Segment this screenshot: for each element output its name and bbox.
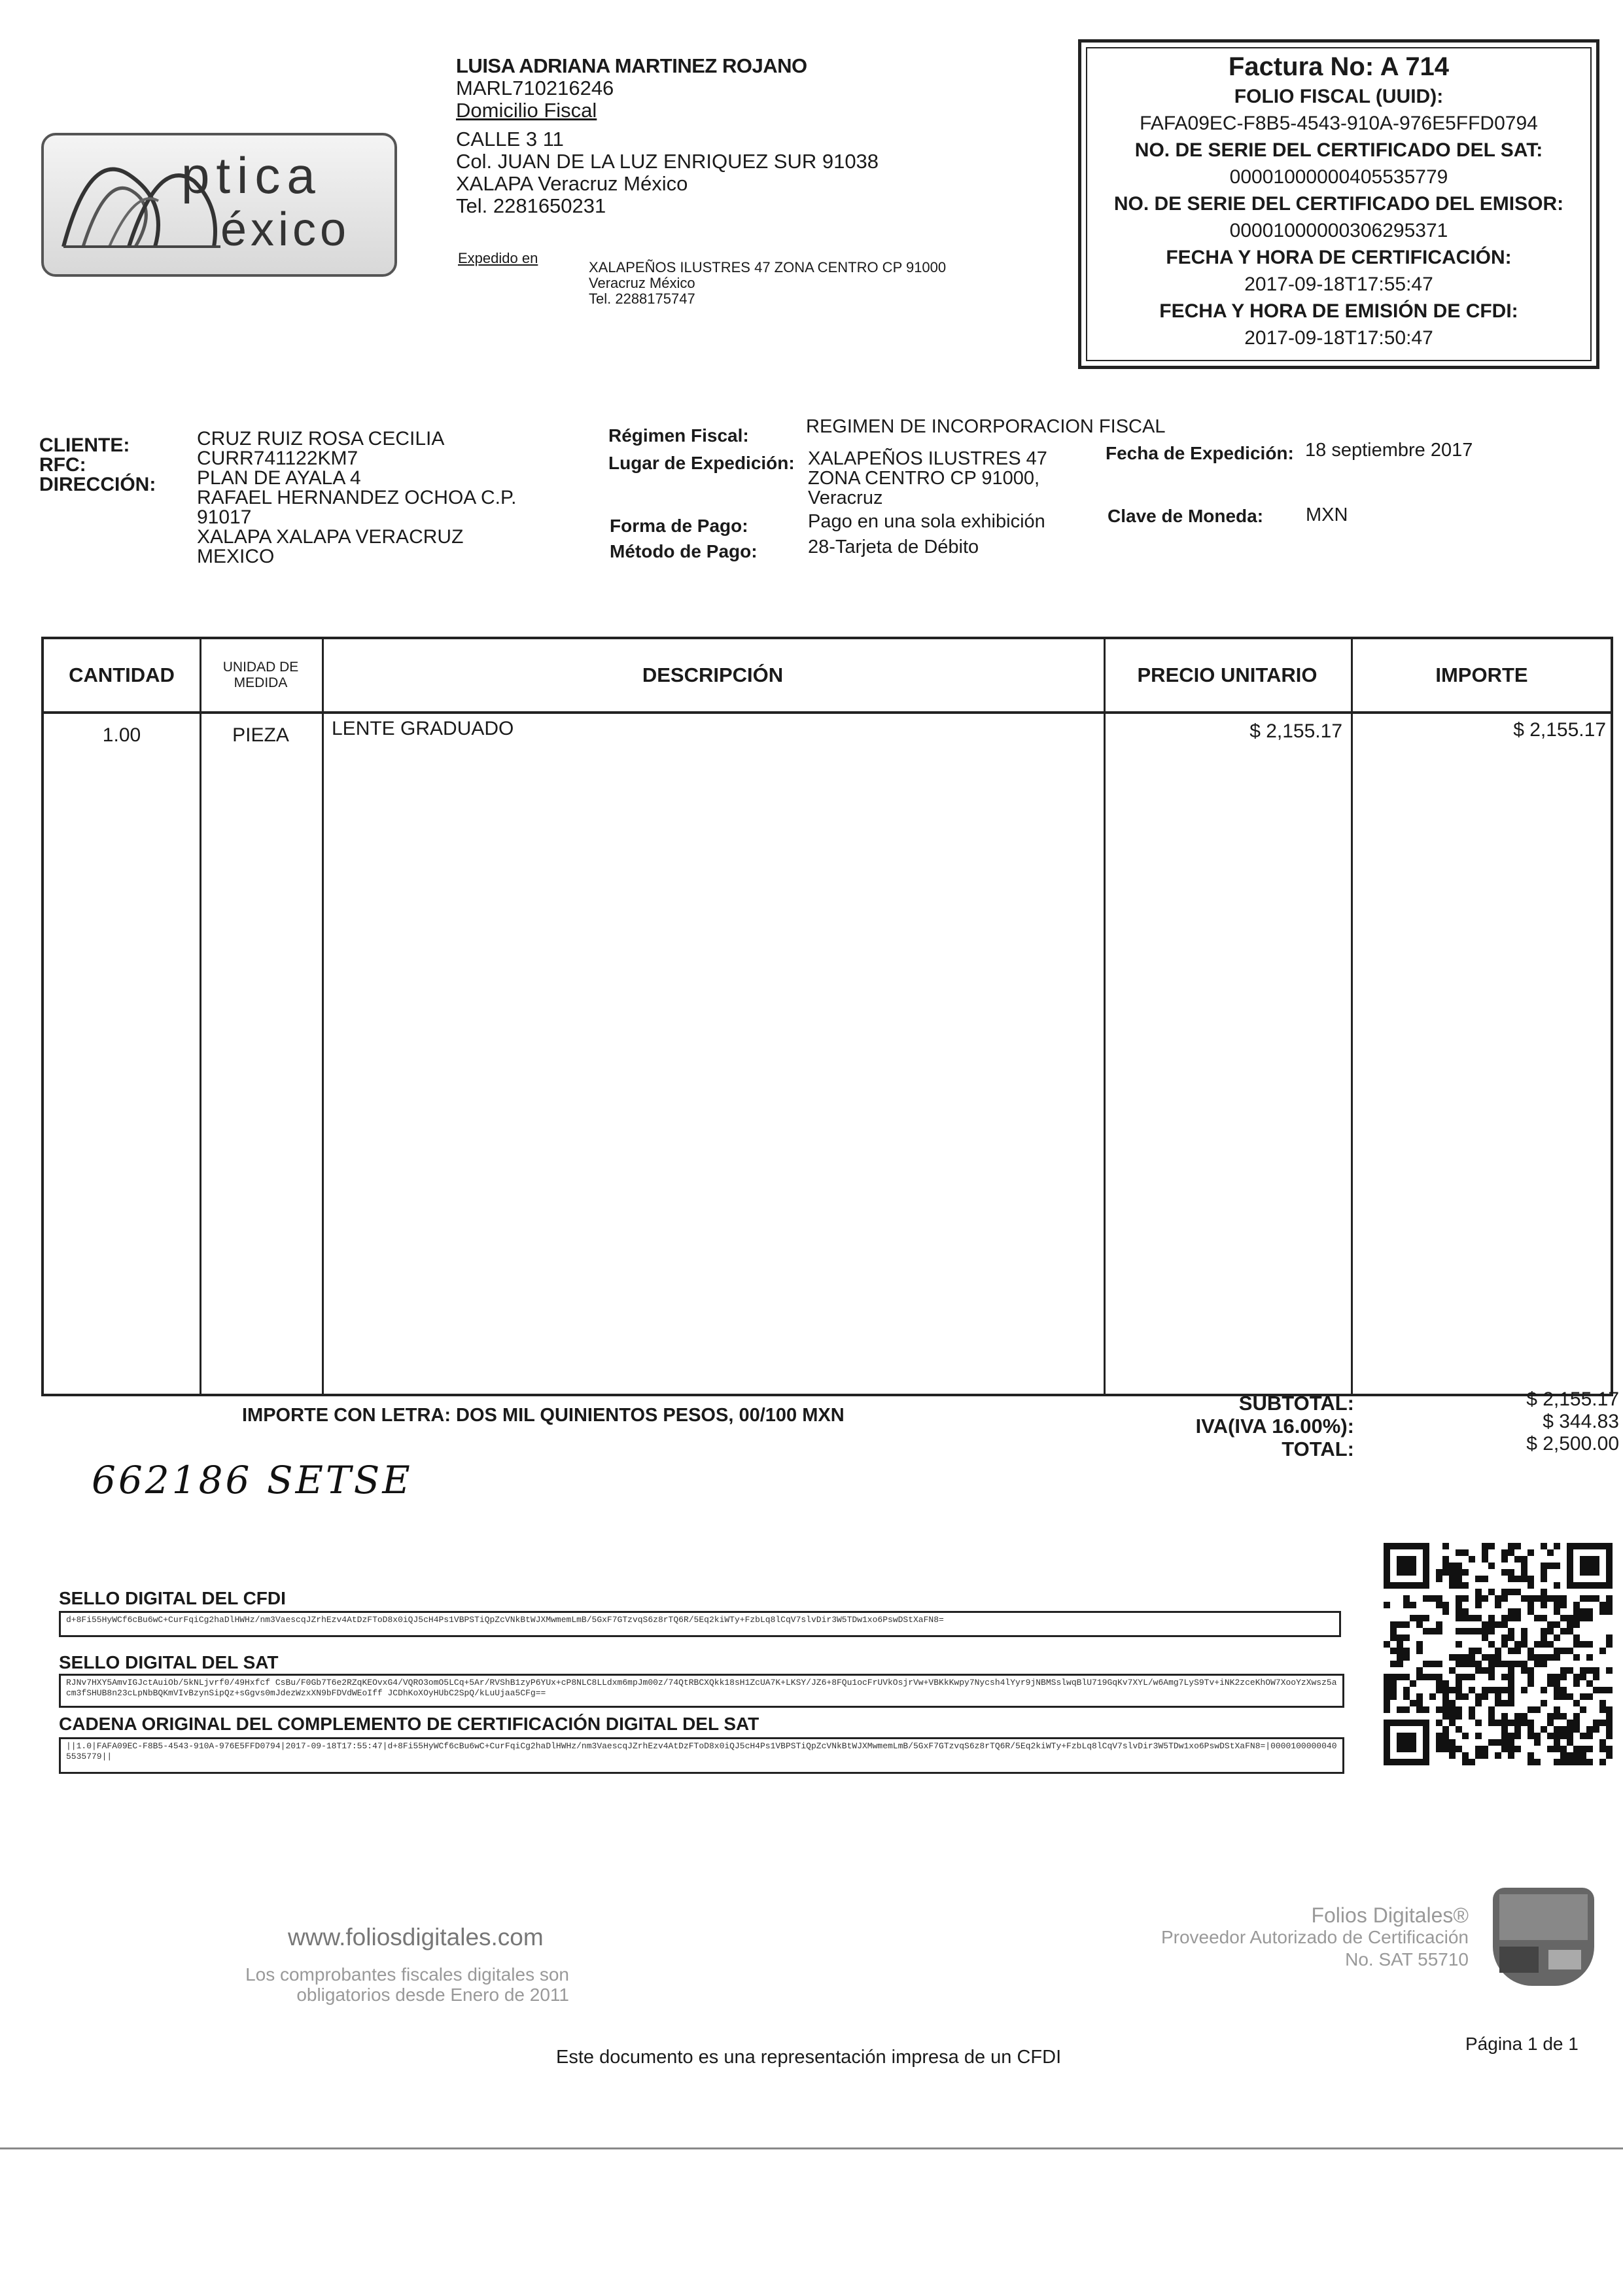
handwritten-note: 662186 SETSE — [92, 1458, 413, 1502]
row-importe: $ 2,155.17 — [1513, 719, 1606, 741]
issuer-city: XALAPA Veracruz México — [456, 172, 688, 195]
factura-electronica-seal-icon — [1493, 1888, 1594, 1986]
emisor-cert-value: 00001000000306295371 — [1229, 220, 1448, 241]
qr-code-icon — [1384, 1543, 1613, 1765]
logo-arches-icon — [44, 135, 394, 274]
th-unidad — [200, 639, 322, 711]
client-labels — [39, 436, 156, 495]
issuer-tel: Tel. 2281650231 — [456, 194, 606, 217]
folios-note — [196, 1964, 569, 2005]
uuid-label: FOLIO FISCAL (UUID): — [1234, 86, 1444, 107]
th-cantidad: CANTIDAD — [69, 663, 175, 686]
factura-info-box — [1078, 39, 1599, 369]
moneda-value: MXN — [1306, 504, 1348, 525]
folios-note-line1: Los comprobantes fiscales digitales son — [245, 1964, 569, 1985]
forma-value: Pago en una sola exhibición — [808, 511, 1045, 532]
folios-note-line2: obligatorios desde Enero de 2011 — [296, 1985, 569, 2005]
client-addr3: 91017 — [197, 506, 252, 528]
th-unidad-line1: UNIDAD DE — [222, 660, 299, 675]
client-rfc: CURR741122KM7 — [197, 448, 358, 469]
iva-value: $ 344.83 — [1543, 1411, 1619, 1432]
expedido-line1: XALAPEÑOS ILUSTRES 47 ZONA CENTRO CP 91000 — [589, 259, 947, 275]
row-precio: $ 2,155.17 — [1249, 720, 1342, 742]
moneda-label: Clave de Moneda: — [1108, 506, 1264, 526]
lugar-line1: XALAPEÑOS ILUSTRES 47 — [808, 448, 1047, 469]
folios-url: www.foliosdigitales.com — [288, 1924, 544, 1951]
svg-text:éxico: éxico — [220, 203, 351, 256]
iva-label: IVA(IVA 16.00%): — [1195, 1415, 1354, 1438]
uuid-value: FAFA09EC-F8B5-4543-910A-976E5FFD0794 — [1140, 113, 1538, 134]
fecha-value: 18 septiembre 2017 — [1305, 440, 1473, 461]
expedido-line3: Tel. 2288175747 — [589, 291, 695, 307]
emision-label: FECHA Y HORA DE EMISIÓN DE CFDI: — [1159, 300, 1518, 322]
emision-value: 2017-09-18T17:50:47 — [1244, 327, 1433, 349]
page-number: Página 1 de 1 — [1465, 2034, 1579, 2054]
client-addr4: XALAPA XALAPA VERACRUZ — [197, 526, 464, 548]
cert-date-value: 2017-09-18T17:55:47 — [1244, 274, 1433, 295]
sello-sat-box: RJNv7HXY5AmvIGJctAuiOb/5kNLjvrf0/49Hxfcf CsBu/F0Gb7T6e2RZqKEOvxG4/VQRO3omO5LCq+5Ar/RVShB1zyP6YUx+cP8NLC8LLdxm6mpJm00z/74QtRBCXQkk18sH1ZcUA7K+LKSY/JZ6+8FQu1ocFrUVkOsjrVw+VBKkKwpy7Nycsh4lYyr9jNBMSslwqBlU719GqKv7XYL/w6Amg7LyS9Tv+iNK2zceKhOW7XooYzXwsz5acm3fSHUB8n23cLpNbBQKmVIvBzynSipQz+sGgvs0mJdezWzxXN9bFDVdWEoIff JCDhKoXOyHUbC2SpQ/kLuUjaa5CFg== — [59, 1674, 1344, 1708]
rfc-label: RFC: — [39, 454, 86, 476]
emisor-cert-label: NO. DE SERIE DEL CERTIFICADO DEL EMISOR: — [1113, 193, 1564, 215]
client-addr5: MEXICO — [197, 546, 275, 567]
col-divider — [1351, 639, 1353, 1394]
lugar-line2: ZONA CENTRO CP 91000, — [808, 468, 1040, 489]
th-unidad-line2: MEDIDA — [234, 675, 288, 690]
folios-brand-block — [1138, 1904, 1469, 1971]
client-values — [197, 429, 516, 567]
sello-cfdi-label: SELLO DIGITAL DEL CFDI — [59, 1588, 286, 1608]
folios-brand: Folios Digitales® — [1311, 1903, 1469, 1927]
items-table — [41, 637, 1613, 1396]
optica-mexico-logo — [41, 133, 397, 277]
expedido-address — [589, 260, 946, 307]
col-divider — [322, 639, 324, 1394]
issuer-domicilio-label: Domicilio Fiscal — [456, 99, 597, 122]
row-descripcion: LENTE GRADUADO — [332, 718, 514, 739]
issuer-street: CALLE 3 11 — [456, 128, 564, 150]
importe-con-letra: IMPORTE CON LETRA: DOS MIL QUINIENTOS PESOS, 00/100 MXN — [242, 1405, 845, 1426]
sat-cert-label: NO. DE SERIE DEL CERTIFICADO DEL SAT: — [1134, 139, 1543, 161]
issuer-colonia: Col. JUAN DE LA LUZ ENRIQUEZ SUR 91038 — [456, 150, 879, 173]
lugar-label: Lugar de Expedición: — [608, 453, 795, 473]
regimen-value: REGIMEN DE INCORPORACION FISCAL — [806, 416, 1166, 437]
totals-values — [1472, 1388, 1619, 1455]
factura-number: Factura No: A 714 — [1228, 52, 1450, 81]
issuer-name: LUISA ADRIANA MARTINEZ ROJANO — [456, 54, 807, 77]
client-name: CRUZ RUIZ ROSA CECILIA — [197, 428, 445, 450]
cert-date-label: FECHA Y HORA DE CERTIFICACIÓN: — [1166, 247, 1512, 268]
row-cantidad: 1.00 — [102, 724, 141, 746]
provider-line2: No. SAT 55710 — [1345, 1949, 1469, 1969]
cfdi-representation-note: Este documento es una representación impresa de un CFDI — [556, 2047, 1062, 2068]
svg-text:ptica: ptica — [181, 147, 322, 204]
issuer-block — [456, 55, 879, 217]
expedido-label: Expedido en — [458, 250, 538, 266]
th-precio: PRECIO UNITARIO — [1137, 663, 1318, 686]
cadena-box: ||1.0|FAFA09EC-F8B5-4543-910A-976E5FFD0794|2017-09-18T17:55:47|d+8Fi55HyWCf6cBu6wC+CurFqiCg2haDlHWHz/nm3VaescqJZrhEzv4AtDzFToD8x0iQJ5cH4Ps1VBPSTiQpZcVNkBtWJXMwmemLmB/5GxF7GTzvqS6z8rTQ6R/5Eq2kiWTy+FzbLq8lCqV7slvDir3W5TDw1xo6PswDStXaFN8=|00001000000405535779|| — [59, 1737, 1344, 1774]
lugar-line3: Veracruz — [808, 487, 883, 508]
totals-labels — [1164, 1392, 1354, 1460]
col-divider — [1104, 639, 1106, 1394]
header-divider — [44, 711, 1611, 714]
page-bottom-divider — [0, 2147, 1623, 2149]
regimen-label: Régimen Fiscal: — [608, 425, 749, 446]
th-descripcion: DESCRIPCIÓN — [642, 663, 784, 686]
sello-cfdi-box: d+8Fi55HyWCf6cBu6wC+CurFqiCg2haDlHWHz/nm3VaescqJZrhEzv4AtDzFToD8x0iQJ5cH4Ps1VBPSTiQpZcVNkBtWJXMwmemLmB/5GxF7GTzvqS6z8rTQ6R/5Eq2kiWTy+FzbLq8lCqV7slvDir3W5TDw1xo6PswDStXaFN8= — [59, 1611, 1341, 1637]
total-label: TOTAL: — [1282, 1438, 1354, 1460]
issuer-rfc: MARL710216246 — [456, 77, 614, 99]
subtotal-label: SUBTOTAL: — [1238, 1392, 1354, 1415]
expedido-line2: Veracruz México — [589, 275, 695, 291]
client-addr2: RAFAEL HERNANDEZ OCHOA C.P. — [197, 487, 517, 508]
cliente-label: CLIENTE: — [39, 434, 130, 456]
direccion-label: DIRECCIÓN: — [39, 474, 156, 495]
fecha-label: Fecha de Expedición: — [1106, 443, 1294, 463]
provider-line1: Proveedor Autorizado de Certificación — [1161, 1927, 1469, 1947]
col-divider — [200, 639, 201, 1394]
metodo-label: Método de Pago: — [610, 541, 758, 561]
total-value: $ 2,500.00 — [1526, 1433, 1619, 1455]
client-addr1: PLAN DE AYALA 4 — [197, 467, 361, 489]
qr-code-graphic — [1384, 1543, 1613, 1765]
forma-label: Forma de Pago: — [610, 516, 748, 536]
row-unidad: PIEZA — [232, 724, 289, 746]
cadena-label: CADENA ORIGINAL DEL COMPLEMENTO DE CERTIFICACIÓN DIGITAL DEL SAT — [59, 1714, 759, 1734]
lugar-value — [808, 449, 1047, 508]
metodo-value: 28-Tarjeta de Débito — [808, 537, 979, 557]
subtotal-value: $ 2,155.17 — [1526, 1388, 1619, 1410]
sat-cert-value: 00001000000405535779 — [1229, 166, 1448, 188]
th-importe: IMPORTE — [1435, 663, 1528, 686]
sello-sat-label: SELLO DIGITAL DEL SAT — [59, 1652, 279, 1672]
